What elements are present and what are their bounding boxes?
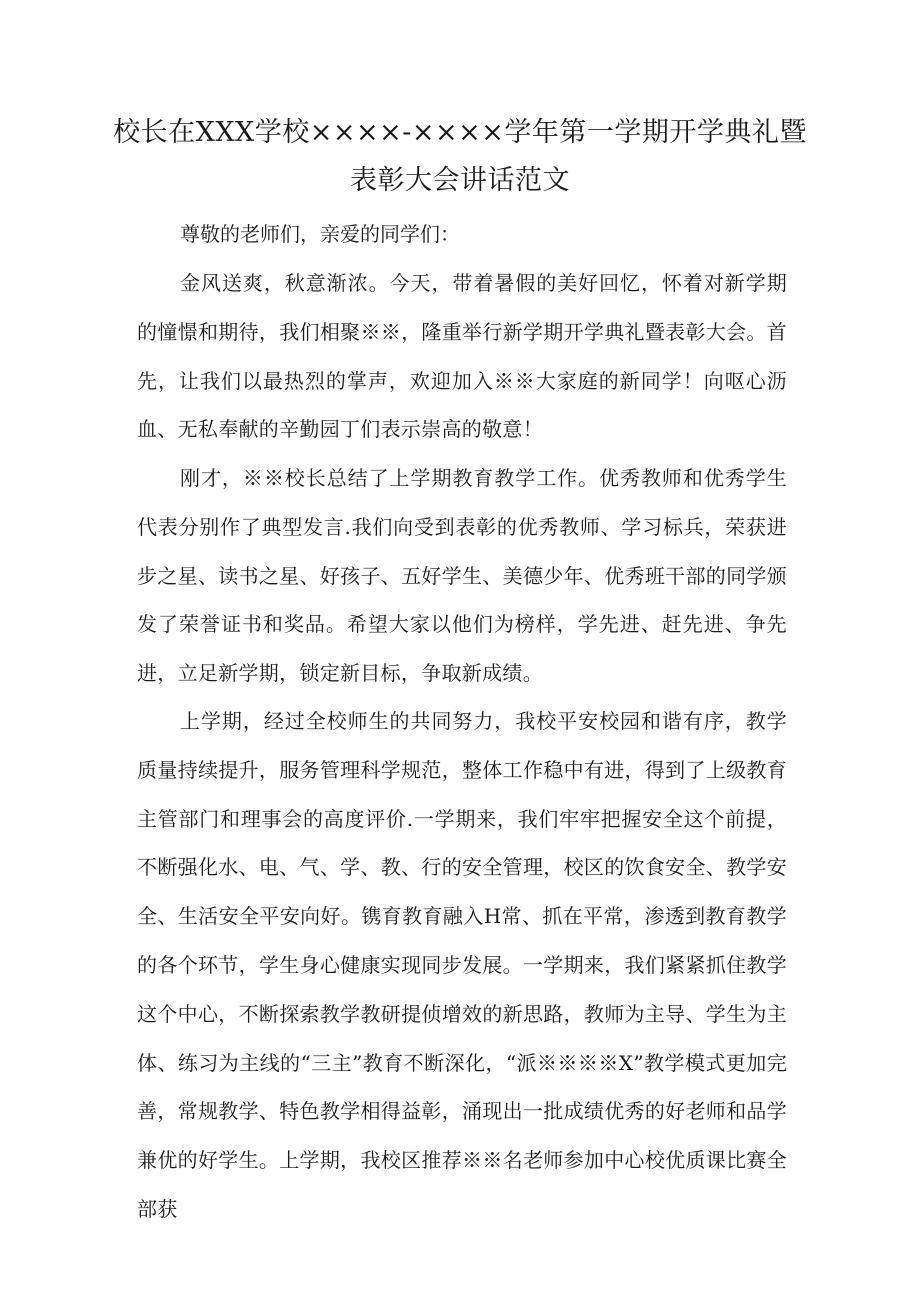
document-title-line-1: 校长在XXX学校××××-××××学年第一学期开学典礼暨	[113, 117, 807, 148]
paragraph-1: 金风送爽，秋意渐浓。今天，带着暑假的美好回忆，怀着对新学期的憧憬和期待，我们相聚※※，隆重举行新学期开学典礼暨表彰大会。首先，让我们以最热烈的掌声，欢迎加入※※大家庭的新同学！向呕心沥血、无私奉献的辛勤园丁们表示崇高的敬意！	[137, 271, 787, 442]
paragraph-3: 上学期，经过全校师生的共同努力，我校平安校园和谐有序，教学质量持续提升，服务管理科学规范，整体工作稳中有进，得到了上级教育主管部门和理事会的高度评价.一学期来，我们牢牢把握安全这个前提，不断强化水、电、气、学、教、行的安全管理，校区的饮食安全、教学安全、生活安全平安向好。镌育教育融入H常、抓在平常，渗透到教育教学的各个环节，学生身心健康实现同步发展。一学期来，我们紧紧抓住教学这个中心，不断探索教学教研提侦增效的新思路，教师为主导、学生为主体、练习为主线的“三主”教育不断深化，“派※※※※X”教学模式更加完善，常规教学、特色教学相得益彰，涌现出一批成绩优秀的好老师和品学兼优的好学生。上学期，我校区推荐※※名老师参加中心校优质课比赛全部获	[137, 709, 787, 1221]
paragraph-2: 刚才，※※校长总结了上学期教育教学工作。优秀教师和优秀学生代表分别作了典型发言.我们向受到表彰的优秀教师、学习标兵，荣获进步之星、读书之星、好孩子、五好学生、美德少年、优秀班干部的同学颁发了荣誉证书和奖品。希望大家以他们为榜样，学先进、赶先进、争先进，立足新学期，锁定新目标，争取新成绩。	[137, 466, 787, 686]
greeting: 尊敬的老师们，亲爱的同学们：	[180, 222, 460, 246]
document-title-line-2: 表彰大会讲话范文	[350, 165, 570, 196]
